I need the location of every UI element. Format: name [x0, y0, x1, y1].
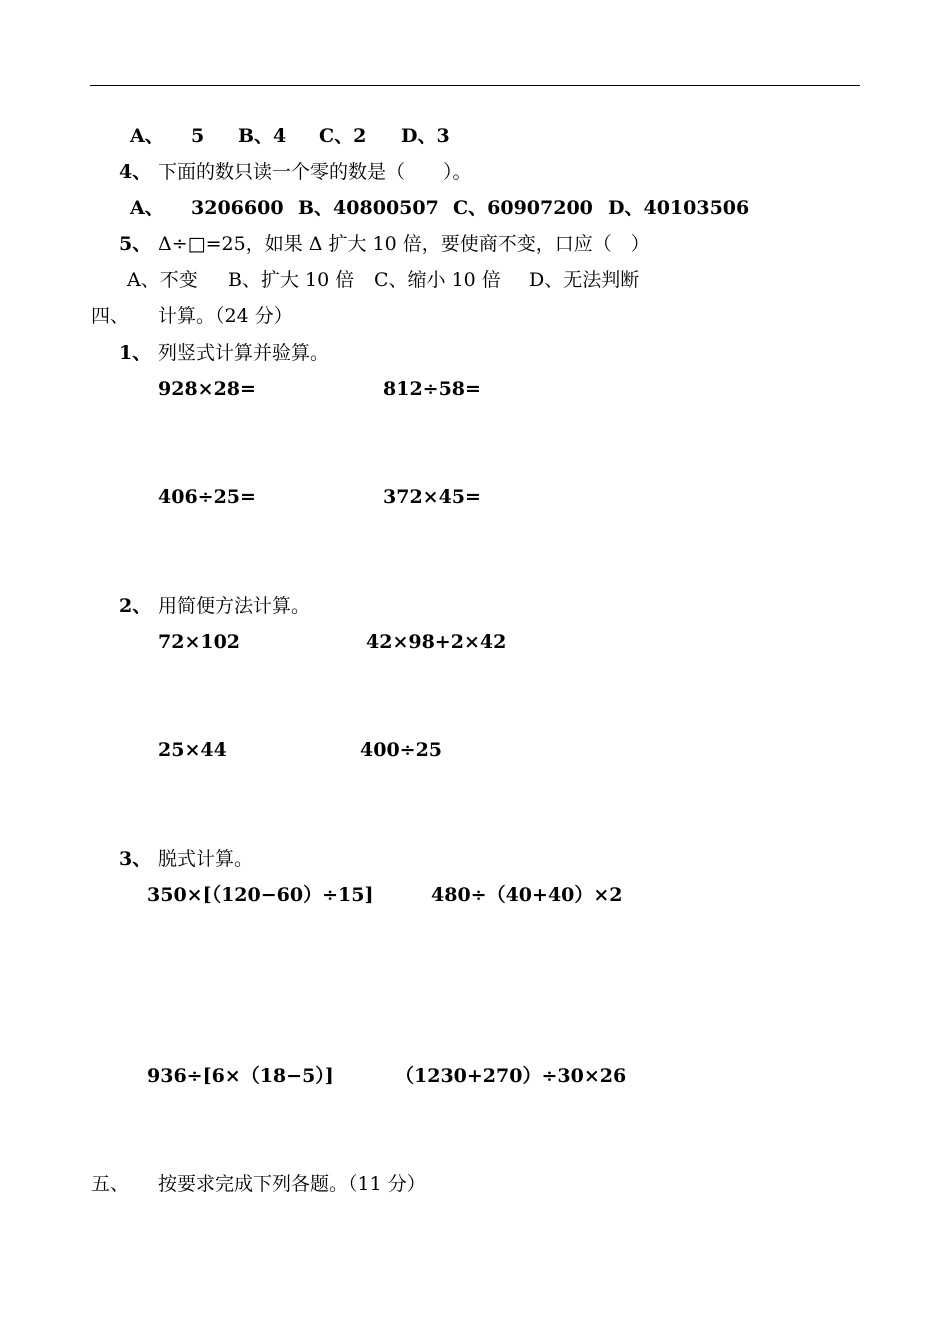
q4-option-a-value: 3206600 — [191, 197, 284, 219]
part1-expr-1: 928×28= — [158, 378, 256, 400]
part2-title: 用简便方法计算。 — [158, 595, 311, 617]
part2-expr-1: 72×102 — [158, 631, 241, 653]
part2-expr-4: 400÷25 — [360, 739, 443, 761]
q5-option-c: C、缩小 10 倍 — [374, 269, 501, 291]
q3-option-a: A、 — [130, 125, 164, 147]
part2-number: 2、 — [119, 595, 152, 617]
part3-title: 脱式计算。 — [158, 848, 254, 870]
q4-option-c: C、60907200 — [453, 197, 593, 219]
q5-option-a: A、不变 — [127, 269, 198, 291]
part3-expr-3: 936÷[6×（18−5）] — [147, 1065, 334, 1087]
part1-title: 列竖式计算并验算。 — [158, 342, 330, 364]
q5-text: Δ÷□=25，如果 Δ 扩大 10 倍，要使商不变，口应（ ） — [158, 233, 650, 255]
part1-number: 1、 — [119, 342, 152, 364]
part1-expr-3: 406÷25= — [158, 486, 256, 508]
q4-number: 4、 — [119, 161, 152, 183]
q4-option-a: A、 — [130, 197, 164, 219]
q4-text: 下面的数只读一个零的数是（ ）。 — [158, 161, 472, 183]
q3-option-d: D、3 — [401, 125, 450, 147]
q4-option-b: B、40800507 — [298, 197, 439, 219]
section5-title: 按要求完成下列各题。（11 分） — [158, 1173, 426, 1195]
part3-expr-2: 480÷（40+40）×2 — [431, 884, 623, 906]
part3-expr-1: 350×[（120−60）÷15] — [147, 884, 374, 906]
q5-option-d: D、无法判断 — [529, 269, 640, 291]
part3-number: 3、 — [119, 848, 152, 870]
section4-title: 计算。（24 分） — [158, 305, 293, 327]
header-rule — [90, 85, 860, 86]
q3-option-c: C、2 — [319, 125, 367, 147]
q5-option-b: B、扩大 10 倍 — [228, 269, 355, 291]
q5-number: 5、 — [119, 233, 152, 255]
section4-number: 四、 — [91, 305, 130, 327]
part2-expr-3: 25×44 — [158, 739, 227, 761]
part2-expr-2: 42×98+2×42 — [366, 631, 507, 653]
q3-option-b: B、4 — [238, 125, 287, 147]
part1-expr-4: 372×45= — [383, 486, 481, 508]
q3-option-a-value: 5 — [191, 125, 205, 147]
part3-expr-4: （1230+270）÷30×26 — [395, 1065, 627, 1087]
section5-number: 五、 — [91, 1173, 130, 1195]
part1-expr-2: 812÷58= — [383, 378, 481, 400]
q4-option-d: D、40103506 — [608, 197, 750, 219]
